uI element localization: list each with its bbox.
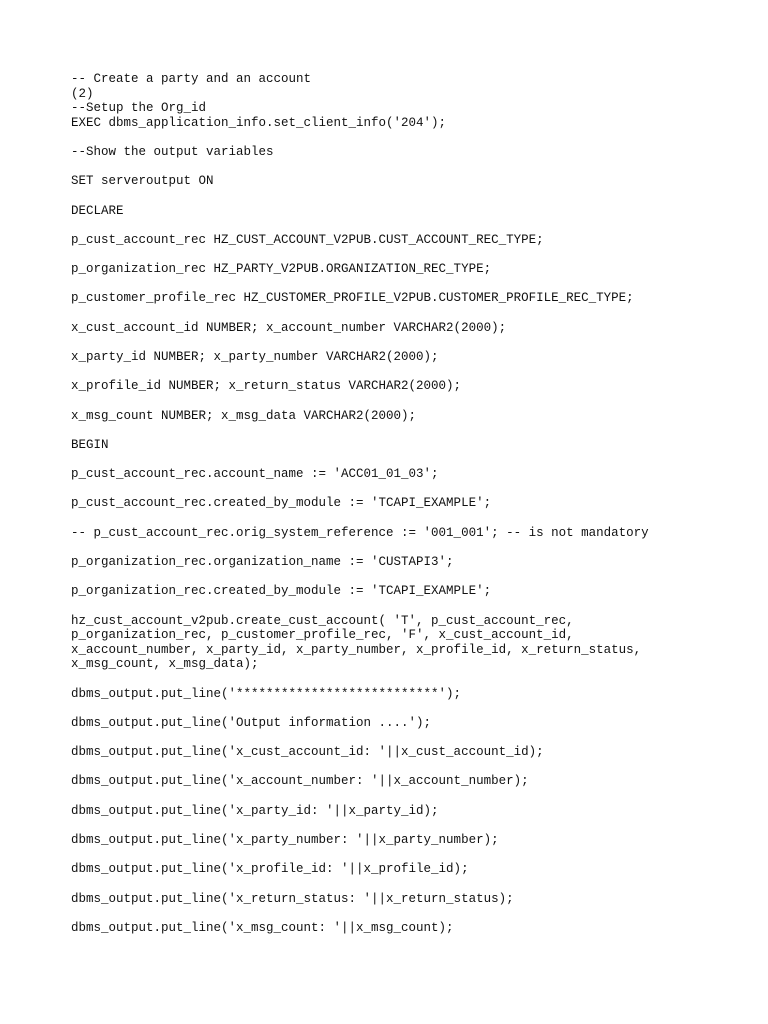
code-block-output-information: dbms_output.put_line('Output information ....'); bbox=[71, 715, 432, 730]
code-block-create-cust-account-call: hz_cust_account_v2pub.create_cust_account( 'T', p_cust_account_rec, p_organization_rec, p_customer_profile_rec, 'F', x_cust_account_id, x_account_number, x_party_id, x_party_number, x_profile_id, x_return_status, x_msg_count, x_msg_data); bbox=[71, 613, 642, 672]
code-block-organization-created-by: p_organization_rec.created_by_module := 'TCAPI_EXAMPLE'; bbox=[71, 584, 492, 599]
code-block-set-serveroutput: SET serveroutput ON bbox=[71, 174, 214, 189]
code-block-output-separator: dbms_output.put_line('***************************'); bbox=[71, 686, 462, 701]
code-block-output-party-id: dbms_output.put_line('x_party_id: '||x_party_id); bbox=[71, 803, 439, 818]
code-block-declare: DECLARE bbox=[71, 203, 124, 218]
code-listing bbox=[71, 72, 751, 950]
code-block-account-name: p_cust_account_rec.account_name := 'ACC01_01_03'; bbox=[71, 467, 439, 482]
code-block-organization-name: p_organization_rec.organization_name := 'CUSTAPI3'; bbox=[71, 555, 454, 569]
code-block-output-party-number: dbms_output.put_line('x_party_number: '||x_party_number); bbox=[71, 833, 499, 848]
code-block-customer-profile-rec: p_customer_profile_rec HZ_CUSTOMER_PROFILE_V2PUB.CUSTOMER_PROFILE_REC_TYPE; bbox=[71, 291, 634, 306]
code-block-account-created-by: p_cust_account_rec.created_by_module := 'TCAPI_EXAMPLE'; bbox=[71, 496, 492, 511]
code-block-profile-vars: x_profile_id NUMBER; x_return_status VARCHAR2(2000); bbox=[71, 379, 462, 394]
code-block-orig-system-comment: -- p_cust_account_rec.orig_system_reference := '001_001'; -- is not mandatory bbox=[71, 525, 649, 540]
code-block-cust-account-vars: x_cust_account_id NUMBER; x_account_number VARCHAR2(2000); bbox=[71, 320, 507, 335]
code-block-output-return-status: dbms_output.put_line('x_return_status: '||x_return_status); bbox=[71, 891, 514, 906]
code-block-output-account-number: dbms_output.put_line('x_account_number: '||x_account_number); bbox=[71, 774, 529, 789]
code-block-output-profile-id: dbms_output.put_line('x_profile_id: '||x_profile_id); bbox=[71, 862, 469, 877]
code-block-organization-rec: p_organization_rec HZ_PARTY_V2PUB.ORGANIZATION_REC_TYPE; bbox=[71, 262, 492, 277]
code-block-cust-account-rec: p_cust_account_rec HZ_CUST_ACCOUNT_V2PUB.CUST_ACCOUNT_REC_TYPE; bbox=[71, 232, 544, 247]
code-block-output-cust-account-id: dbms_output.put_line('x_cust_account_id: '||x_cust_account_id); bbox=[71, 745, 544, 760]
code-block-party-vars: x_party_id NUMBER; x_party_number VARCHAR2(2000); bbox=[71, 350, 439, 365]
code-block-msg-vars: x_msg_count NUMBER; x_msg_data VARCHAR2(2000); bbox=[71, 408, 417, 423]
code-block-header-comments: -- Create a party and an account (2) --Setup the Org_id EXEC dbms_application_info.set_client_info('204'); bbox=[71, 72, 447, 130]
code-block-output-msg-count: dbms_output.put_line('x_msg_count: '||x_msg_count); bbox=[71, 920, 454, 935]
code-block-begin: BEGIN bbox=[71, 437, 109, 452]
code-block-show-output-comment: --Show the output variables bbox=[71, 145, 274, 160]
